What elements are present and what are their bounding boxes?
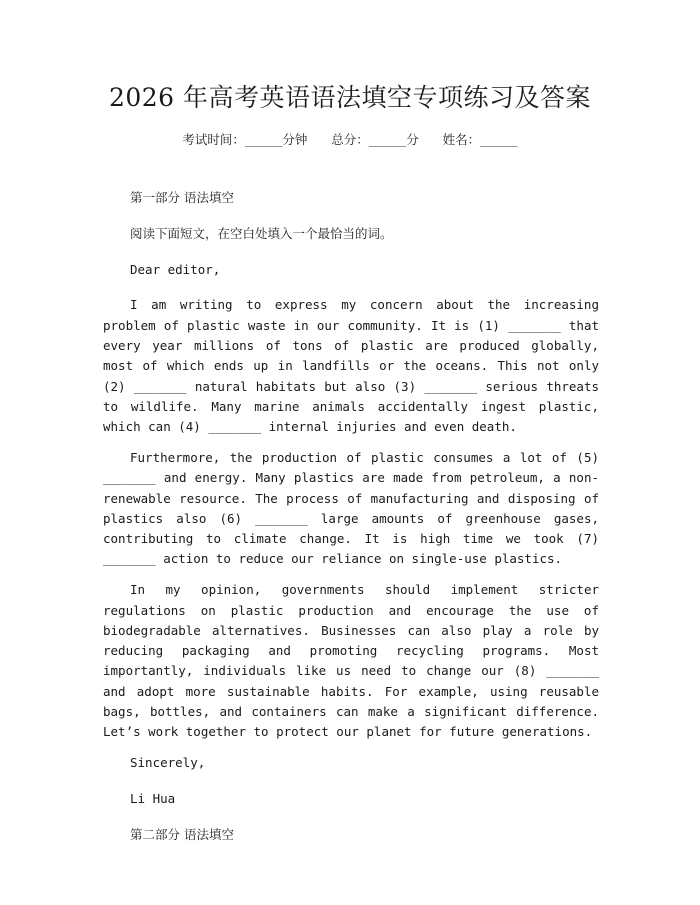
letter-paragraph-2: Furthermore, the production of plastic consumes a lot of (5) _______ and energy. Many plastics are made from petroleum, a non-renewable resource. The process of manufacturing and disposing of plastics also (6) _______ large amounts of greenhouse gases, contributing to climate change. It is high time we took (7) _______ action to reduce our reliance on single-use plastics. — [103, 449, 599, 567]
letter-paragraph-1: I am writing to express my concern about the increasing problem of plastic waste in our community. It is (1) _______ that every year millions of tons of plastic are produced globally, most of which ends up in landfills or the oceans. This not only (2) _______ natural habitats but also (3) _______ serious threats to wildlife. Many marine animals accidentally ingest plastic, which can (4) _______ internal injuries and even death. — [103, 297, 599, 435]
letter-paragraph-3: In my opinion, governments should implement stricter regulations on plastic production and encourage the use of biodegradable alternatives. Businesses can also play a role by reducing packaging and promoting recycling programs. Most importantly, individuals like us need to change our (8) _______ and adopt more sustainable habits. For example, using reusable bags, bottles, and containers can make a significant difference. Let’s work together to protect our planet for future generations. — [103, 582, 599, 740]
part2-heading: 第二部分 语法填空 — [130, 826, 234, 842]
exam-meta-line: 考试时间：______分钟 总分：______分 姓名：______ — [182, 132, 518, 147]
document-body — [103, 188, 599, 861]
letter-closing: Sincerely, — [130, 755, 206, 771]
instruction-text: 阅读下面短文，在空白处填入一个最恰当的词。 — [130, 225, 393, 241]
letter-salutation: Dear editor, — [130, 261, 221, 277]
document-title: 2026 年高考英语语法填空专项练习及答案 — [108, 83, 592, 112]
letter-signature: Li Hua — [130, 790, 176, 806]
part1-heading: 第一部分 语法填空 — [130, 190, 234, 205]
